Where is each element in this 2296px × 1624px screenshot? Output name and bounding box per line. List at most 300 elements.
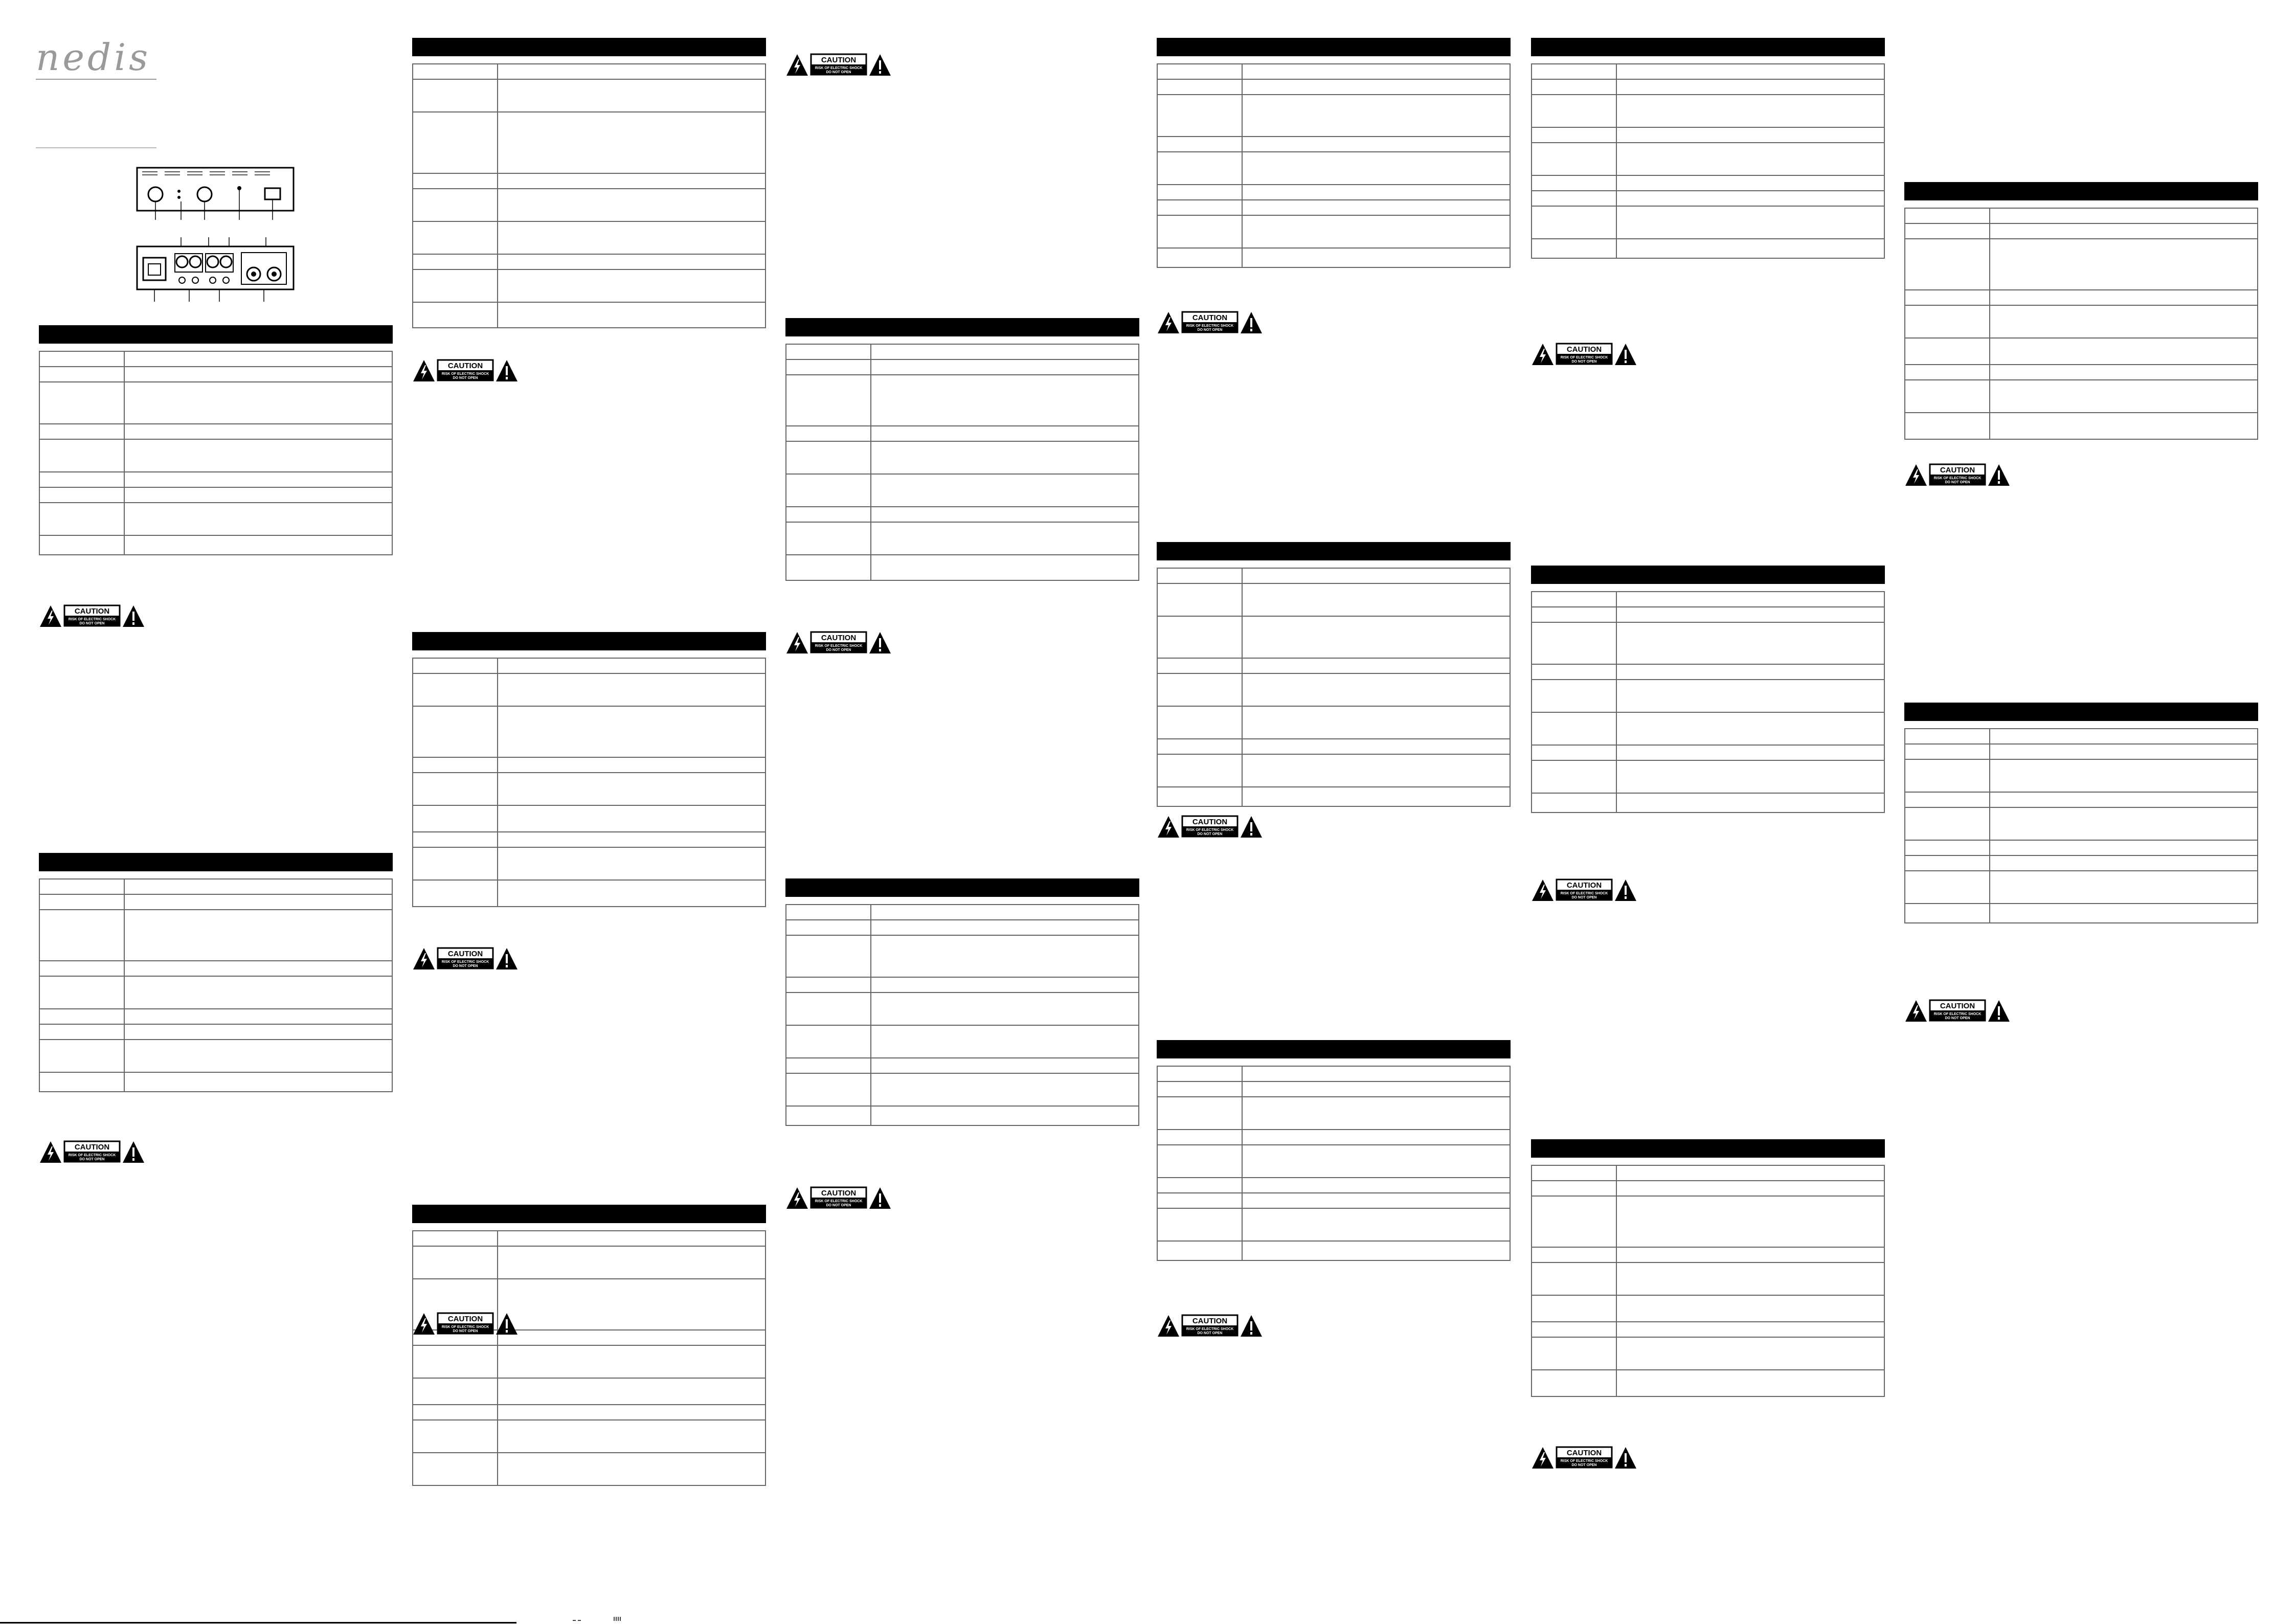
table-cell-label (413, 805, 498, 832)
table-cell-label (1905, 759, 1990, 792)
table-row (39, 894, 392, 910)
table-cell-label (413, 1378, 498, 1405)
table-cell-value (1616, 1181, 1884, 1196)
table-cell-label (39, 367, 124, 382)
table-row (1532, 64, 1884, 79)
table-cell-label (1532, 680, 1616, 712)
table-cell-value (1242, 1130, 1510, 1145)
table-cell-value (498, 757, 766, 773)
table-cell-label (1532, 175, 1616, 191)
table-row (1157, 1193, 1510, 1208)
table-cell-value (1242, 64, 1510, 79)
table-cell-value (1242, 754, 1510, 787)
caution-line1: RISK OF ELECTRIC SHOCK (815, 644, 863, 648)
table-row (1532, 79, 1884, 95)
caution-line1: RISK OF ELECTRIC SHOCK (441, 960, 489, 964)
caution-line2: DO NOT OPEN (1571, 1463, 1597, 1467)
table-row (786, 1058, 1139, 1073)
table-row (786, 905, 1139, 920)
table-cell-value (498, 269, 766, 302)
caution-line1: RISK OF ELECTRIC SHOCK (68, 618, 116, 621)
table-cell-label (1905, 239, 1990, 290)
table-cell-label (786, 920, 871, 935)
table-row (39, 879, 392, 894)
spec-section (412, 1205, 766, 1486)
lightning-warning-icon (1532, 879, 1554, 901)
caution-title: CAUTION (1192, 313, 1228, 322)
table-cell-label (786, 1106, 871, 1125)
table-cell-label (1532, 622, 1616, 664)
table-cell-value (1990, 223, 2258, 239)
table-row (1905, 290, 2258, 305)
table-cell-value (1616, 760, 1884, 793)
table-cell-value (871, 507, 1139, 522)
table-cell-label (1157, 658, 1242, 673)
table-cell-label (39, 351, 124, 367)
table-cell-label (413, 64, 498, 79)
table-row (1532, 143, 1884, 175)
table-cell-value (1990, 759, 2258, 792)
table-cell-value (1242, 1241, 1510, 1260)
table-cell-value (1616, 95, 1884, 127)
lightning-warning-icon (40, 1141, 61, 1163)
table-cell-label (413, 79, 498, 112)
table-cell-value (1990, 744, 2258, 759)
spec-table (1531, 63, 1885, 259)
table-cell-label (1905, 792, 1990, 807)
table-row (1905, 208, 2258, 223)
table-row (1157, 1145, 1510, 1178)
caution-line1: RISK OF ELECTRIC SHOCK (1560, 892, 1608, 895)
table-cell-label (1157, 706, 1242, 739)
spec-section (1157, 1040, 1511, 1261)
table-cell-value (124, 424, 392, 439)
table-row (1532, 592, 1884, 607)
table-cell-value (124, 382, 392, 424)
table-row (786, 935, 1139, 977)
table-row (39, 424, 392, 439)
table-cell-label (413, 254, 498, 269)
table-cell-value (1990, 239, 2258, 290)
caution-label (1531, 342, 1638, 367)
table-cell-value (1616, 143, 1884, 175)
table-row (413, 880, 766, 907)
table-cell-label (39, 382, 124, 424)
table-cell-label (786, 905, 871, 920)
table-cell-value (124, 894, 392, 910)
table-cell-label (1905, 290, 1990, 305)
table-cell-label (1157, 95, 1242, 137)
table-cell-value (871, 1073, 1139, 1106)
table-cell-label (1532, 1181, 1616, 1196)
table-cell-label (1532, 793, 1616, 813)
table-cell-label (1905, 904, 1990, 923)
table-row (1157, 658, 1510, 673)
table-cell-value (498, 1279, 766, 1330)
table-cell-label (1905, 744, 1990, 759)
table-cell-label (1532, 239, 1616, 258)
caution-label (412, 1311, 520, 1337)
table-row (1532, 1262, 1884, 1295)
caution-line2: DO NOT OPEN (79, 622, 105, 625)
spec-section (1904, 182, 2258, 440)
caution-line2: DO NOT OPEN (1197, 328, 1223, 332)
spec-table (1157, 63, 1511, 268)
table-cell-label (1905, 380, 1990, 413)
table-cell-label (1532, 1262, 1616, 1295)
table-cell-value (1616, 1165, 1884, 1181)
table-cell-label (1532, 1165, 1616, 1181)
table-cell-label (1905, 208, 1990, 223)
table-cell-label (1157, 583, 1242, 616)
table-cell-value (1616, 1370, 1884, 1396)
caution-label (785, 630, 893, 656)
lightning-warning-icon (786, 54, 808, 76)
section-header-bar (785, 318, 1139, 336)
knob-volume (148, 187, 163, 201)
table-cell-label (1532, 143, 1616, 175)
table-cell-value (1242, 1178, 1510, 1193)
table-cell-value (1990, 338, 2258, 365)
table-cell-label (1157, 1081, 1242, 1097)
table-cell-value (871, 920, 1139, 935)
table-cell-label (1905, 223, 1990, 239)
spec-table (39, 878, 393, 1092)
caution-line1: RISK OF ELECTRIC SHOCK (1186, 828, 1234, 832)
table-cell-value (1242, 1193, 1510, 1208)
knob-tone (197, 187, 212, 201)
table-cell-value (1242, 787, 1510, 806)
caution-label (785, 1185, 893, 1211)
table-cell-label (786, 555, 871, 580)
caution-line1: RISK OF ELECTRIC SHOCK (441, 1325, 489, 1329)
table-cell-label (786, 977, 871, 993)
table-cell-label (1157, 152, 1242, 185)
table-cell-value (1616, 607, 1884, 622)
caution-title: CAUTION (821, 56, 857, 64)
exclamation-warning-icon (869, 54, 891, 76)
table-row (39, 1009, 392, 1024)
table-row (1532, 607, 1884, 622)
table-cell-label (1157, 1241, 1242, 1260)
table-row (1905, 744, 2258, 759)
table-row (1532, 127, 1884, 143)
footer-marks (573, 1616, 634, 1623)
caution-line2: DO NOT OPEN (1571, 896, 1597, 899)
table-row (413, 64, 766, 79)
caution-line2: DO NOT OPEN (826, 648, 851, 652)
table-cell-value (871, 522, 1139, 555)
spec-section (412, 38, 766, 328)
table-cell-value (498, 173, 766, 189)
device-front-panel-illustration (132, 163, 301, 224)
table-cell-label (413, 112, 498, 173)
caution-label (412, 946, 520, 972)
table-cell-label (1157, 1066, 1242, 1081)
table-cell-value (1990, 855, 2258, 871)
table-cell-label (786, 1025, 871, 1058)
table-row (1157, 754, 1510, 787)
table-cell-value (871, 993, 1139, 1025)
caution-title: CAUTION (447, 362, 483, 370)
table-cell-value (1990, 380, 2258, 413)
table-cell-label (1532, 592, 1616, 607)
table-cell-value (498, 1453, 766, 1485)
table-cell-label (1532, 1295, 1616, 1322)
table-cell-value (1616, 745, 1884, 760)
table-cell-value (1616, 1322, 1884, 1337)
spec-section (39, 325, 393, 555)
table-row (413, 1378, 766, 1405)
table-cell-value (1616, 191, 1884, 206)
table-cell-value (1616, 664, 1884, 680)
table-cell-label (39, 910, 124, 961)
table-cell-value (1242, 95, 1510, 137)
table-row (786, 426, 1139, 441)
table-row (1157, 248, 1510, 267)
table-cell-value (498, 1420, 766, 1453)
caution-line1: RISK OF ELECTRIC SHOCK (68, 1154, 116, 1157)
table-row (1532, 760, 1884, 793)
caution-line2: DO NOT OPEN (1197, 1332, 1223, 1335)
table-cell-value (1990, 904, 2258, 923)
table-cell-label (39, 1024, 124, 1040)
lightning-warning-icon (1158, 312, 1179, 333)
table-row (1905, 365, 2258, 380)
caution-line2: DO NOT OPEN (453, 1329, 478, 1333)
table-row (39, 382, 392, 424)
table-row (1157, 673, 1510, 706)
table-row (39, 503, 392, 535)
table-cell-value (124, 487, 392, 503)
table-cell-value (498, 221, 766, 254)
table-row (1905, 223, 2258, 239)
table-cell-value (124, 503, 392, 535)
table-row (1157, 200, 1510, 215)
table-row (1905, 840, 2258, 855)
table-cell-label (1905, 807, 1990, 840)
table-cell-value (124, 472, 392, 487)
table-row (1532, 191, 1884, 206)
table-cell-label (1157, 248, 1242, 267)
table-cell-label (1532, 95, 1616, 127)
table-cell-label (1157, 185, 1242, 200)
caution-title: CAUTION (74, 1143, 110, 1152)
table-cell-value (1616, 622, 1884, 664)
table-cell-label (1157, 1145, 1242, 1178)
caution-line2: DO NOT OPEN (1197, 832, 1223, 836)
table-row (39, 472, 392, 487)
table-cell-label (1157, 754, 1242, 787)
table-row (1905, 380, 2258, 413)
exclamation-warning-icon (1988, 1000, 2010, 1022)
table-cell-label (1905, 855, 1990, 871)
table-row (786, 1073, 1139, 1106)
table-cell-label (413, 302, 498, 328)
table-cell-label (786, 1058, 871, 1073)
caution-line1: RISK OF ELECTRIC SHOCK (1933, 477, 1982, 480)
caution-title: CAUTION (1192, 818, 1228, 826)
caution-line2: DO NOT OPEN (79, 1158, 105, 1161)
spec-table (1531, 1165, 1885, 1397)
table-cell-value (124, 961, 392, 976)
table-cell-label (1905, 305, 1990, 338)
table-row (413, 302, 766, 328)
caution-title: CAUTION (1940, 1002, 1975, 1010)
table-cell-value (1616, 79, 1884, 95)
table-row (1905, 904, 2258, 923)
table-cell-label (1532, 745, 1616, 760)
table-cell-value (871, 935, 1139, 977)
table-row (1905, 807, 2258, 840)
table-cell-label (413, 269, 498, 302)
power-switch (265, 188, 280, 199)
table-row (1157, 616, 1510, 658)
table-cell-value (1990, 840, 2258, 855)
table-cell-value (871, 375, 1139, 426)
table-cell-label (1905, 840, 1990, 855)
caution-title: CAUTION (1192, 1317, 1228, 1325)
table-cell-label (1157, 215, 1242, 248)
table-row (413, 112, 766, 173)
table-row (413, 658, 766, 673)
table-cell-value (124, 1072, 392, 1092)
table-cell-value (871, 441, 1139, 474)
spec-table (1904, 728, 2258, 923)
table-cell-label (1532, 64, 1616, 79)
table-row (413, 832, 766, 847)
table-row (1157, 1097, 1510, 1130)
section-header-bar (1904, 703, 2258, 721)
table-row (786, 441, 1139, 474)
table-row (1157, 1178, 1510, 1193)
table-row (39, 1040, 392, 1072)
caution-label (1157, 310, 1264, 335)
lightning-warning-icon (413, 1313, 435, 1335)
table-cell-value (1616, 793, 1884, 813)
table-cell-value (871, 1106, 1139, 1125)
caution-line2: DO NOT OPEN (1571, 360, 1597, 364)
lightning-warning-icon (1158, 1315, 1179, 1337)
table-cell-label (1532, 664, 1616, 680)
table-cell-label (413, 658, 498, 673)
table-cell-label (1157, 739, 1242, 754)
section-header-bar (1531, 38, 1885, 56)
lightning-warning-icon (1905, 464, 1927, 486)
lightning-warning-icon (1532, 1447, 1554, 1469)
table-cell-value (498, 847, 766, 880)
table-cell-value (871, 474, 1139, 507)
table-cell-value (1990, 807, 2258, 840)
table-cell-label (39, 894, 124, 910)
table-row (39, 910, 392, 961)
table-cell-value (1242, 79, 1510, 95)
caution-line1: RISK OF ELECTRIC SHOCK (815, 66, 863, 70)
table-row (1532, 239, 1884, 258)
table-cell-label (1905, 871, 1990, 904)
table-cell-label (1532, 607, 1616, 622)
table-cell-value (1242, 1097, 1510, 1130)
spec-section (1531, 566, 1885, 813)
table-row (1157, 787, 1510, 806)
exclamation-warning-icon (869, 1187, 891, 1209)
table-row (1157, 215, 1510, 248)
spec-table (412, 1230, 766, 1486)
caution-title: CAUTION (1940, 466, 1975, 475)
section-header-bar (1157, 542, 1511, 560)
table-cell-value (124, 879, 392, 894)
caution-line2: DO NOT OPEN (1945, 1017, 1970, 1020)
table-row (39, 535, 392, 555)
table-cell-label (1157, 137, 1242, 152)
brand-logo-text: nedis (36, 36, 151, 79)
table-row (786, 993, 1139, 1025)
table-row (413, 1453, 766, 1485)
table-cell-label (413, 1345, 498, 1378)
table-cell-label (1532, 1196, 1616, 1247)
lightning-warning-icon (1905, 1000, 1927, 1022)
title-rule (36, 147, 156, 148)
table-cell-value (871, 555, 1139, 580)
table-cell-value (1242, 137, 1510, 152)
table-row (1532, 1295, 1884, 1322)
table-cell-value (1242, 616, 1510, 658)
table-row (1157, 1241, 1510, 1260)
table-cell-value (871, 977, 1139, 993)
table-cell-label (413, 773, 498, 805)
table-row (1157, 137, 1510, 152)
table-cell-value (871, 1058, 1139, 1073)
brand-logo (36, 36, 159, 82)
caution-title: CAUTION (1566, 345, 1602, 354)
table-cell-value (498, 832, 766, 847)
caution-label (1904, 998, 2012, 1024)
table-row (1157, 1208, 1510, 1241)
caution-line1: RISK OF ELECTRIC SHOCK (441, 372, 489, 376)
table-cell-label (786, 507, 871, 522)
table-cell-label (39, 535, 124, 555)
lightning-warning-icon (413, 360, 435, 381)
section-header-bar (39, 853, 393, 871)
table-cell-label (413, 1246, 498, 1279)
table-cell-label (39, 472, 124, 487)
table-cell-value (1242, 185, 1510, 200)
table-row (413, 673, 766, 706)
table-cell-value (871, 344, 1139, 359)
table-row (786, 375, 1139, 426)
table-cell-label (39, 879, 124, 894)
table-cell-value (1242, 673, 1510, 706)
table-row (1532, 95, 1884, 127)
table-row (786, 1106, 1139, 1125)
spec-section (785, 318, 1139, 581)
spec-section (39, 853, 393, 1092)
table-cell-value (1242, 706, 1510, 739)
table-cell-label (39, 503, 124, 535)
table-cell-label (39, 1009, 124, 1024)
table-cell-label (1532, 760, 1616, 793)
table-cell-label (39, 439, 124, 472)
caution-line2: DO NOT OPEN (453, 376, 478, 380)
table-cell-value (498, 706, 766, 757)
table-row (1532, 175, 1884, 191)
table-cell-value (1616, 592, 1884, 607)
table-cell-value (1242, 1081, 1510, 1097)
table-cell-value (498, 79, 766, 112)
table-cell-value (1242, 200, 1510, 215)
table-cell-label (1157, 1193, 1242, 1208)
table-cell-value (1242, 152, 1510, 185)
